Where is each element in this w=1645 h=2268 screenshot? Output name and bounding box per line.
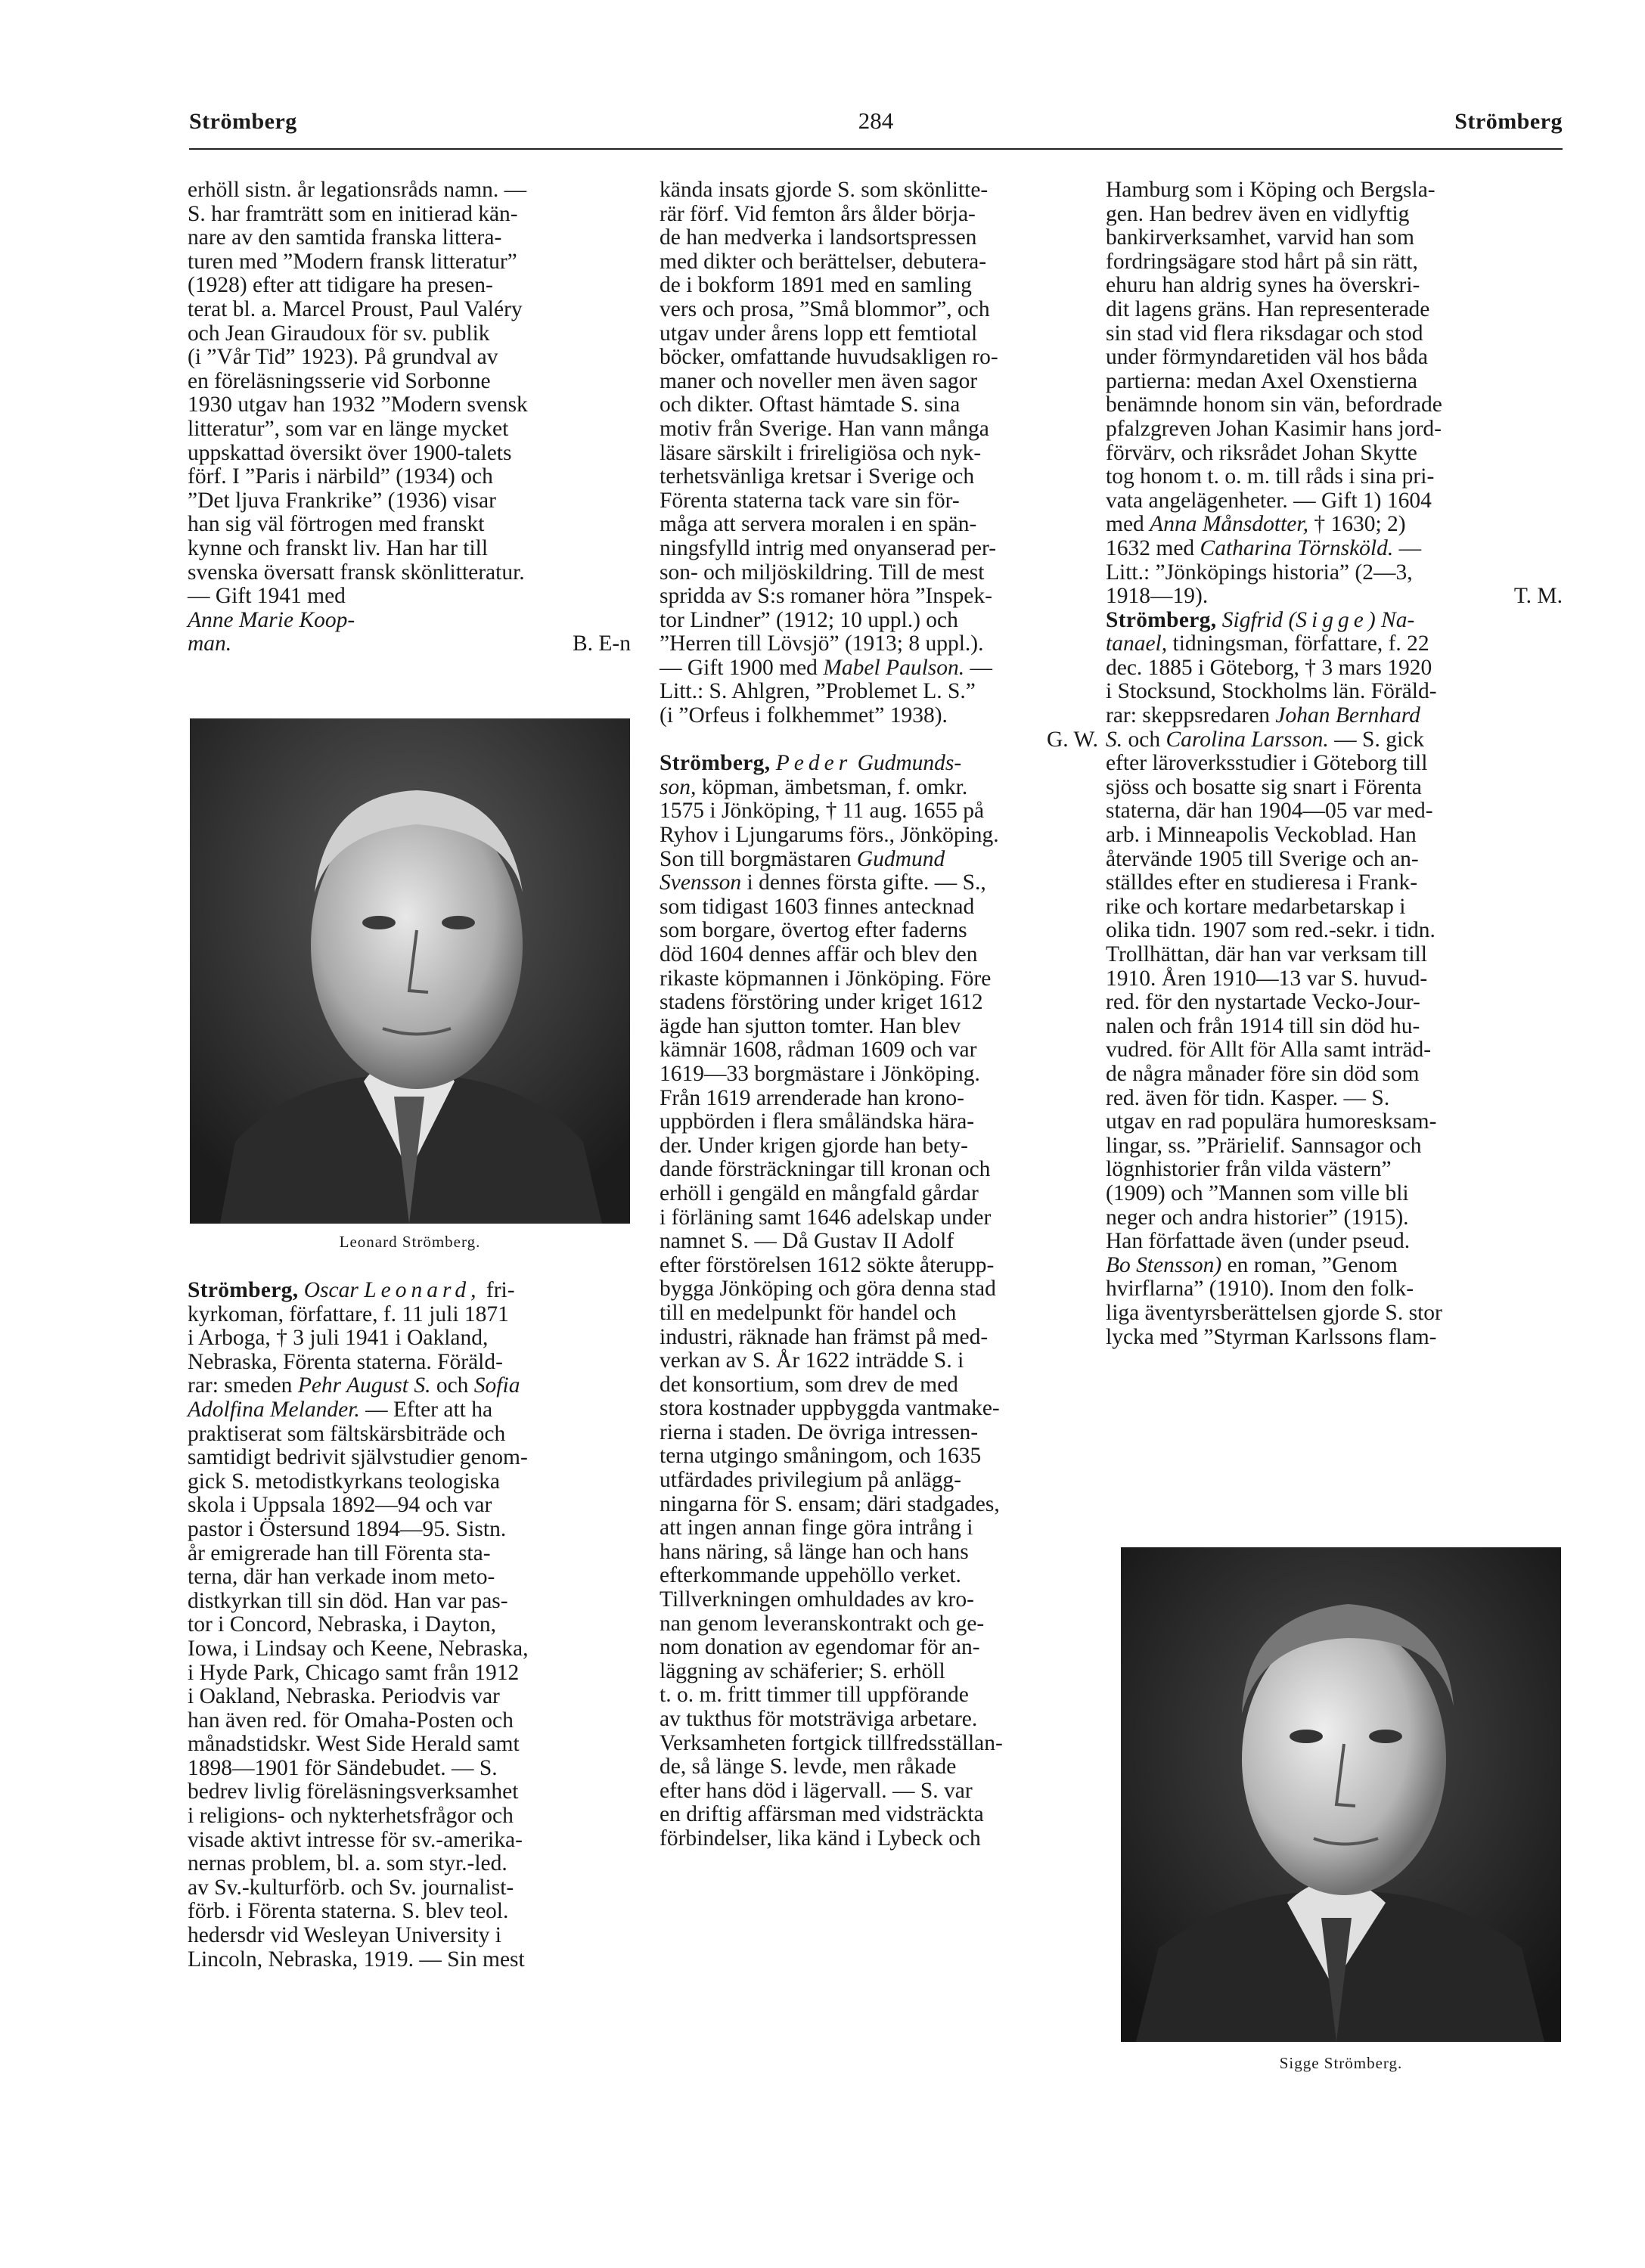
text-line: Ryhov i Ljungarums förs., Jönköping. [660, 823, 999, 848]
father-name-cont: S. [1106, 727, 1123, 752]
text-line: vers och prosa, ”Små blommor”, och [660, 296, 990, 321]
text-line: ägde han sjutton tomter. Han blev [660, 1013, 961, 1038]
text-line: Från 1619 arrenderade han krono- [660, 1085, 965, 1110]
text-line: i Arboga, † 3 juli 1941 i Oakland, [188, 1326, 489, 1351]
entry-line [1106, 1254, 1563, 1278]
text-line: — Gift 1941 med [188, 584, 346, 609]
entry-line [188, 632, 631, 656]
entry-line [188, 609, 631, 633]
entry-text: tidningsman, författare, f. 22 [1172, 631, 1429, 656]
father-name: Johan Bernhard [1275, 703, 1420, 728]
text-line: som borgare, övertog efter faderns [660, 918, 967, 943]
text-line: stora kostnader uppbyggda vantmake- [660, 1396, 1000, 1421]
text-line: gick S. metodistkyrkans teologiska [188, 1469, 500, 1494]
header-rule [189, 148, 1563, 150]
text-line: skola i Uppsala 1892—94 och var [188, 1493, 492, 1518]
text-line: förf. I ”Paris i närbild” (1934) och [188, 464, 493, 489]
text-line: det konsortium, som drev de med [660, 1372, 958, 1397]
entry-line [660, 848, 1098, 872]
text-line: Nebraska, Förenta staterna. Föräld- [188, 1349, 503, 1374]
entry-leonard [188, 1279, 631, 1972]
text-line: nernas problem, bl. a. som styr.-led. [188, 1851, 507, 1876]
text-line: till en medelpunkt för handel och [660, 1300, 957, 1325]
text-line: han även red. för Omaha-Posten och [188, 1708, 514, 1733]
text-line: som tidigast 1603 finnes antecknad [660, 894, 975, 919]
author-signature: G. W. [1046, 727, 1098, 752]
text-line: i Oakland, Nebraska. Periodvis var [188, 1684, 500, 1709]
text-line: Litt.: S. Ahlgren, ”Problemet L. S.” [660, 679, 976, 704]
text-line: efter förstörelsen 1612 sökte återupp- [660, 1252, 995, 1277]
entry-lines [188, 1423, 631, 1972]
text-line: Trollhättan, där han var verksam till [1106, 942, 1427, 966]
text-line: visade aktivt intresse för sv.-amerika- [188, 1827, 523, 1852]
portrait-leonard [190, 718, 630, 1224]
spouse-name: Catharina Törnsköld. [1200, 535, 1394, 560]
text-line: Han författade även (under pseud. [1106, 1229, 1411, 1254]
text-line: nom donation av egendomar för an- [660, 1635, 980, 1660]
text-line: industri, räknade han främst på med- [660, 1324, 989, 1349]
entry-text: en roman, ”Genom [1227, 1252, 1398, 1277]
text-line: förbindelser, lika känd i Lybeck och [660, 1826, 981, 1851]
entry-line [1106, 513, 1563, 537]
text-line: i Hyde Park, Chicago samt från 1912 [188, 1660, 520, 1685]
text-line: ”Herren till Lövsjö” (1913; 8 uppl.). [660, 631, 984, 656]
entry-text: i dennes första gifte. — S., [746, 870, 986, 895]
father-name: Gudmund [856, 846, 945, 871]
text-line: tog honom t. o. m. till råds i sina pri- [1106, 464, 1435, 489]
text-line: bygga Jönköping och göra denna stad [660, 1277, 996, 1302]
given-name-spaced: Leonard, [364, 1278, 481, 1302]
entry-text: † 1630; 2) [1314, 512, 1406, 537]
text-line: praktiserat som fältskärsbiträde och [188, 1421, 506, 1446]
portrait-sigge [1121, 1547, 1561, 2042]
text-line: red. även för tidn. Kasper. — S. [1106, 1085, 1390, 1110]
page-number: 284 [858, 107, 894, 134]
text-line: t. o. m. fritt timmer till uppförande [660, 1683, 969, 1708]
text-line: distkyrkan till sin död. Han var pas- [188, 1588, 508, 1613]
given-name: ) Na- [1367, 607, 1415, 632]
text-line: utfärdades privilegium på anlägg- [660, 1468, 961, 1493]
given-name-spaced: Sigge [1296, 607, 1368, 632]
mother-name: Carolina Larsson. [1165, 727, 1329, 752]
text-line: spridda av S:s romaner höra ”Inspek- [660, 584, 992, 609]
text-line: bankirverksamhet, varvid han som [1106, 225, 1414, 250]
text-line: förvärv, och riksrådet Johan Skytte [1106, 440, 1417, 465]
text-line: (i ”Orfeus i folkhemmet” 1938). [660, 703, 948, 728]
text-line: erhöll i gengäld en mångfald gårdar [660, 1181, 979, 1205]
text-line: död 1604 dennes affär och blev den [660, 942, 978, 966]
text-line: hedersdr vid Wesleyan University i [188, 1923, 501, 1948]
text-line: de några månader före sin död som [1106, 1061, 1420, 1086]
text-line: uppbörden i flera småländska härа- [660, 1109, 975, 1134]
entry-headword: Strömberg, [1106, 607, 1217, 632]
text-line: att ingen annan finge göra intrång i [660, 1516, 973, 1540]
spouse-name: Mabel Paulson. [823, 655, 965, 680]
text-line: olika tidn. 1907 som red.-sekr. i tidn. [1106, 918, 1435, 943]
text-line: bedrev livlig föreläsningsverksamhet [188, 1779, 519, 1804]
text-line: och dikter. Oftast hämtade S. sina [660, 392, 961, 417]
text-line: Lincoln, Nebraska, 1919. — Sin mest [188, 1947, 525, 1972]
text-line: 1910. Åren 1910—13 var S. huvud- [1106, 966, 1428, 991]
text-line: rierna i staden. De övriga intressen- [660, 1419, 979, 1444]
text-line: (i ”Vår Tid” 1923). På grundval av [188, 345, 498, 370]
text-line: en föreläsningsserie vid Sorbonne [188, 368, 491, 393]
entry-text: Son till borgmästaren [660, 846, 852, 871]
text-line: red. för den nystartade Vecko-Jour- [1106, 990, 1420, 1015]
text-line: utgav en rad populära humoresksam- [1106, 1109, 1437, 1134]
column-1-top [188, 178, 631, 656]
text-line: nare av den samtida franska littera- [188, 225, 502, 250]
text-line: hans näring, så länge han och hans [660, 1539, 969, 1564]
entry-line [1106, 728, 1563, 752]
text-line: Förenta staterna tack vare sin för- [660, 488, 960, 513]
text-line: Iowa, i Lindsay och Keene, Nebraska, [188, 1636, 529, 1661]
text-line: nalen och från 1914 till sin död hu- [1106, 1013, 1420, 1038]
text-line: vudred. för Allt för Alla samt inträd- [1106, 1038, 1432, 1063]
text-line: sjöss och bosatte sig snart i Förenta [1106, 774, 1422, 799]
text-line: Tillverkningen omhuldades av kro- [660, 1587, 974, 1612]
text-line: 1619—33 borgmästare i Jönköping. [660, 1061, 980, 1086]
text-line: pastor i Östersund 1894—95. Sistn. [188, 1516, 507, 1541]
entry-text: fri- [486, 1278, 515, 1302]
text-line: neger och andra historier” (1915). [1106, 1205, 1409, 1230]
given-name-cont: tanael, [1106, 631, 1168, 656]
text-line: rikaste köpmannen i Jönköping. Före [660, 966, 992, 991]
entry-text: rar: smeden [188, 1373, 293, 1398]
text-line: en driftig affärsman med vidsträckta [660, 1802, 984, 1827]
entry-line [1106, 704, 1563, 728]
text-line: turen med ”Modern fransk litteratur” [188, 249, 517, 274]
column-3-lines [1106, 178, 1563, 513]
text-line: kyrkoman, författare, f. 11 juli 1871 [188, 1302, 509, 1326]
header-right-name: Strömberg [1454, 109, 1563, 134]
photo-caption-sigge: Sigge Strömberg. [1279, 2054, 1403, 2072]
entry-text: — [970, 655, 992, 680]
text-line: Hamburg som i Köping och Bergsla- [1106, 178, 1435, 202]
entry-line [660, 752, 1098, 776]
text-line: månadstidskr. West Side Herald samt [188, 1732, 520, 1757]
entry-line [188, 1374, 631, 1398]
text-line: av tukthus för motsträviga arbetare. [660, 1707, 978, 1731]
entry-line [188, 1398, 631, 1423]
text-line: svenska översatt fransk skönlitteratur. [188, 560, 525, 585]
text-line: utgav under årens lopp ett femtiotal [660, 321, 978, 346]
mother-name-cont: Adolfina Melander. [188, 1397, 360, 1422]
entry-text: — Gift 1900 med [660, 655, 818, 680]
given-name: Oscar [303, 1278, 358, 1302]
entry-line [1106, 632, 1563, 656]
text-line: dit lagens gräns. Han representerade [1106, 296, 1430, 321]
text-line: uppskattad översikt över 1900-talets [188, 440, 512, 465]
text-line: Verksamheten fortgick tillfredsställan- [660, 1730, 1003, 1755]
given-name-spaced: Peder [775, 751, 852, 776]
text-line: namnet S. — Då Gustav II Adolf [660, 1229, 954, 1254]
entry-lines [1106, 1277, 1563, 1349]
text-line: dande försträckningar till kronan och [660, 1157, 991, 1182]
text-line: arb. i Minneapolis Veckoblad. Han [1106, 823, 1417, 848]
given-name: Gudmunds- [857, 751, 962, 776]
entry-line [1106, 585, 1563, 609]
text-line: böcker, omfattande huvudsakligen ro- [660, 345, 998, 370]
running-header [189, 104, 1563, 147]
text-line: gen. Han bedrev även en vidlyftig [1106, 201, 1410, 226]
text-line: lycka med ”Styrman Karlssons flam- [1106, 1324, 1437, 1349]
column-3 [1106, 178, 1563, 1349]
text-line: han sig väl förtrogen med franskt [188, 512, 485, 537]
entry-lines [188, 1303, 631, 1375]
entry-line [1106, 609, 1563, 633]
text-line: 1575 i Jönköping, † 11 aug. 1655 på [660, 799, 985, 824]
entry-headword: Strömberg, [660, 751, 771, 776]
entry-text: 1918—19). [1106, 584, 1209, 609]
entry-lines [1106, 752, 1563, 1253]
text-line: (1909) och ”Mannen som ville bli [1106, 1181, 1409, 1205]
text-line: der. Under krigen gjorde han bety- [660, 1133, 968, 1158]
entry-line [660, 728, 1098, 752]
text-line: förb. i Förenta staterna. S. blev teol. [188, 1899, 509, 1924]
text-line: i religions- och nykterhetsfrågor och [188, 1804, 514, 1829]
text-line: sin stad vid flera riksdagar och stod [1106, 321, 1423, 346]
text-line: vata angelägenheter. — Gift 1) 1604 [1106, 488, 1432, 513]
text-line: motiv från Sverige. Han vann många [660, 416, 989, 441]
text-line: maner och noveller men även sagor [660, 368, 978, 393]
text-line: med dikter och berättelser, debutera- [660, 249, 987, 274]
text-line: ställdes efter en studieresa i Frank- [1106, 870, 1418, 895]
text-line: dec. 1885 i Göteborg, † 3 mars 1920 [1106, 655, 1432, 680]
text-line: pfalzgreven Johan Kasimir hans jord- [1106, 416, 1442, 441]
author-signature: B. E-n [572, 631, 631, 656]
text-line: ehuru han aldrig synes ha överskri- [1106, 273, 1420, 298]
father-name: Pehr August S. [297, 1373, 431, 1398]
text-line: partierna: medan Axel Oxenstierna [1106, 368, 1418, 393]
text-line: ningsfylld intrig med onyanserad per- [660, 535, 997, 560]
text-line: tor i Concord, Nebraska, i Dayton, [188, 1612, 496, 1637]
text-line: i förläning samt 1646 adelskap under [660, 1205, 992, 1230]
text-line: de han medverka i landsortspressen [660, 225, 977, 250]
text-line: måga att servera moralen i en spän- [660, 512, 977, 537]
photo-caption-leonard: Leonard Strömberg. [339, 1233, 481, 1251]
text-line: nan genom leveranskontrakt och ge- [660, 1611, 985, 1636]
text-line: lingar, ss. ”Prärielif. Sannsagor och [1106, 1133, 1422, 1158]
text-line: lögnhistorier från vilda västern” [1106, 1157, 1392, 1182]
entry-text: — Efter att ha [365, 1397, 493, 1422]
entry-line [660, 776, 1098, 800]
entry-line [660, 871, 1098, 895]
text-line: läsare särskilt i frireligiösa och nyk- [660, 440, 982, 465]
entry-line [1106, 561, 1563, 585]
text-line: i Stocksund, Stockholms län. Föräld- [1106, 679, 1437, 704]
given-name-cont: son, [660, 774, 697, 799]
entry-text: och [1128, 727, 1161, 752]
text-line: under förmyndaretiden väl hos båda [1106, 345, 1428, 370]
text-line: de i bokform 1891 med en samling [660, 273, 972, 298]
entry-text: Litt.: ”Jönköpings historia” (2—3, [1106, 560, 1413, 585]
text-line: kända insats gjorde S. som skönlitte- [660, 178, 989, 202]
father-name-cont: Svensson [660, 870, 742, 895]
column-1-top-lines [188, 178, 631, 609]
text-line: erhöll sistn. år legationsråds namn. — [188, 178, 527, 202]
text-line: rär förf. Vid femton års ålder börja- [660, 201, 976, 226]
text-line: litteratur”, som var en länge mycket [188, 416, 509, 441]
text-line: staterna, där han 1904—05 var med- [1106, 799, 1433, 824]
text-line: (1928) efter att tidigare ha presen- [188, 273, 493, 298]
text-line: år emigrerade han till Förenta sta- [188, 1540, 491, 1565]
text-line: liga äventyrsberättelsen gjorde S. stor [1106, 1300, 1442, 1325]
text-line: ningarna för S. ensam; däri stadgades, [660, 1491, 1000, 1516]
text-line: ”Det ljuva Frankrike” (1936) visar [188, 488, 496, 513]
text-line: tor Lindner” (1912; 10 uppl.) och [660, 607, 958, 632]
entry-line [188, 1279, 631, 1303]
header-left-name: Strömberg [189, 109, 297, 134]
mother-name: Sofia [473, 1373, 520, 1398]
text-line: samtidigt bedrivit självstudier genom- [188, 1445, 528, 1470]
column-2 [660, 178, 1098, 1851]
text-line: 1898—1901 för Sändebudet. — S. [188, 1755, 498, 1780]
entry-lines [660, 895, 1098, 1851]
text-line: återvände 1905 till Sverige och an- [1106, 846, 1419, 871]
text-line: kynne och franskt liv. Han har till [188, 535, 489, 560]
text-line: av Sv.-kulturförb. och Sv. journalist- [188, 1875, 514, 1900]
text-line: efterkommande uppehöllo verket. [660, 1563, 961, 1588]
text-line: terna utgingo småningom, och 1635 [660, 1444, 982, 1469]
text-line: och Jean Giraudoux för sv. publik [188, 321, 490, 346]
entry-text: rar: skeppsredaren [1106, 703, 1271, 728]
entry-text: — [1398, 535, 1422, 560]
column-2-lit-lines [660, 680, 1098, 728]
text-line: verkan av S. År 1622 inträdde S. i [660, 1348, 964, 1373]
spouse-name: Anne Marie Koop- [188, 607, 355, 632]
text-line: läggning av schäferier; S. erhöll [660, 1658, 945, 1683]
given-name: Sigfrid ( [1221, 607, 1296, 632]
author-signature: T. M. [1513, 584, 1563, 609]
text-line: son- och miljöskildring. Till de mest [660, 560, 985, 585]
text-line: efter läroverksstudier i Göteborg till [1106, 751, 1428, 776]
text-line: fordringsägare stod hårt på sin rätt, [1106, 249, 1418, 274]
entry-text: och [436, 1373, 469, 1398]
text-line: benämnde honom sin vän, befordrade [1106, 392, 1442, 417]
column-2-lines [660, 178, 1098, 656]
portrait-sigge-image [1121, 1547, 1561, 2042]
text-line: de, så länge S. levde, men råkade [660, 1755, 957, 1779]
entry-lines [660, 799, 1098, 847]
entry-text: med [1106, 512, 1144, 537]
text-line: terat bl. a. Marcel Proust, Paul Valéry [188, 296, 523, 321]
spouse-name: Anna Månsdotter, [1150, 512, 1308, 537]
portrait-leonard-image [190, 718, 630, 1224]
text-line: hvirflarna” (1910). Inom den folk- [1106, 1277, 1414, 1302]
entry-lines [1106, 656, 1563, 704]
text-line: terna, där han verkade inom meto- [188, 1565, 495, 1590]
spouse-name-cont: man. [188, 631, 232, 656]
entry-text: — S. gick [1334, 727, 1424, 752]
entry-line [660, 656, 1098, 681]
text-line: kämnär 1608, rådman 1609 och var [660, 1038, 977, 1063]
entry-text: köpman, ämbetsman, f. omkr. [701, 774, 968, 799]
entry-line [1106, 537, 1563, 561]
entry-text: 1632 med [1106, 535, 1195, 560]
text-line: terhetsvänliga kretsar i Sverige och [660, 464, 975, 489]
text-line: stadens förstöring under kriget 1612 [660, 990, 983, 1015]
text-line: rike och kortare medarbetarskap i [1106, 894, 1406, 919]
text-line: efter hans död i lägervall. — S. var [660, 1778, 973, 1803]
text-line: 1930 utgav han 1932 ”Modern svensk [188, 392, 528, 417]
text-line: S. har framträtt som en initierad kän- [188, 201, 518, 226]
entry-headword: Strömberg, [188, 1278, 299, 1302]
pseudonym: Bo Stensson) [1106, 1252, 1222, 1277]
